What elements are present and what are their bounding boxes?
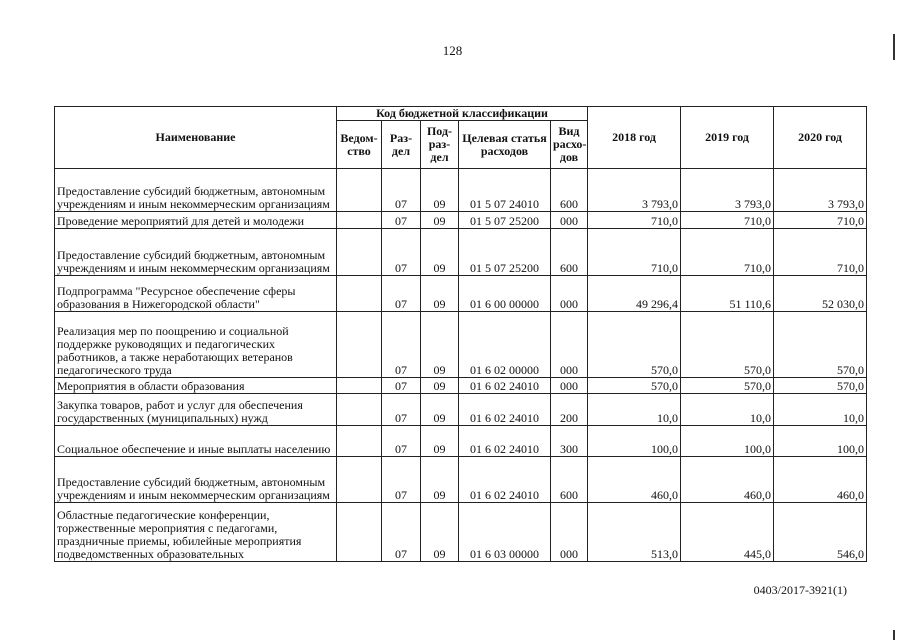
row-name: Закупка товаров, работ и услуг для обеспечения государственных (муниципальных) нужд <box>55 394 337 426</box>
row-amount-2019: 710,0 <box>681 229 774 276</box>
row-expense-type: 000 <box>551 312 588 378</box>
row-amount-2018: 49 296,4 <box>588 276 681 312</box>
row-name: Мероприятия в области образования <box>55 378 337 394</box>
row-name: Предоставление субсидий бюджетным, автономным учреждениям и иным некоммерческим организациям <box>55 169 337 212</box>
header-2019: 2019 год <box>681 107 774 169</box>
row-expense-type: 600 <box>551 457 588 503</box>
row-amount-2020: 3 793,0 <box>774 169 867 212</box>
row-amount-2019: 570,0 <box>681 312 774 378</box>
row-expense-type: 000 <box>551 503 588 562</box>
row-vedomstvo <box>337 229 382 276</box>
document-code: 0403/2017-3921(1) <box>753 583 847 597</box>
row-podrazdel: 09 <box>421 503 459 562</box>
table-row <box>55 212 867 229</box>
table-row <box>55 503 867 562</box>
row-razdel: 07 <box>382 169 421 212</box>
row-name: Областные педагогические конференции, торжественные мероприятия с педагогами, праздничные приемы, юбилейные мероприятия подведомственных образовательных <box>55 503 337 562</box>
row-amount-2019: 710,0 <box>681 212 774 229</box>
row-target-article: 01 6 00 00000 <box>459 276 551 312</box>
row-target-article: 01 5 07 25200 <box>459 229 551 276</box>
table-row <box>55 457 867 503</box>
row-podrazdel: 09 <box>421 378 459 394</box>
row-amount-2019: 445,0 <box>681 503 774 562</box>
row-razdel: 07 <box>382 212 421 229</box>
row-razdel: 07 <box>382 394 421 426</box>
row-razdel: 07 <box>382 276 421 312</box>
row-amount-2020: 570,0 <box>774 378 867 394</box>
row-vedomstvo <box>337 276 382 312</box>
row-target-article: 01 5 07 25200 <box>459 212 551 229</box>
row-vedomstvo <box>337 312 382 378</box>
header-podrazdel: Под-раз-дел <box>421 121 459 169</box>
row-target-article: 01 6 02 24010 <box>459 394 551 426</box>
table-row <box>55 378 867 394</box>
row-vedomstvo <box>337 503 382 562</box>
row-name: Предоставление субсидий бюджетным, автономным учреждениям и иным некоммерческим организациям <box>55 457 337 503</box>
row-amount-2019: 460,0 <box>681 457 774 503</box>
row-amount-2020: 52 030,0 <box>774 276 867 312</box>
row-podrazdel: 09 <box>421 312 459 378</box>
row-amount-2020: 570,0 <box>774 312 867 378</box>
row-expense-type: 600 <box>551 169 588 212</box>
scan-mark <box>893 630 895 640</box>
row-amount-2018: 570,0 <box>588 378 681 394</box>
row-amount-2018: 100,0 <box>588 426 681 457</box>
row-podrazdel: 09 <box>421 426 459 457</box>
row-target-article: 01 5 07 24010 <box>459 169 551 212</box>
row-razdel: 07 <box>382 426 421 457</box>
header-vedomstvo: Ведом-ство <box>337 121 382 169</box>
header-target-article: Целевая статья расходов <box>459 121 551 169</box>
row-expense-type: 600 <box>551 229 588 276</box>
row-razdel: 07 <box>382 457 421 503</box>
row-expense-type: 000 <box>551 212 588 229</box>
row-expense-type: 000 <box>551 378 588 394</box>
row-podrazdel: 09 <box>421 169 459 212</box>
row-name: Социальное обеспечение и иные выплаты населению <box>55 426 337 457</box>
row-amount-2019: 3 793,0 <box>681 169 774 212</box>
table-row <box>55 276 867 312</box>
page-number: 128 <box>442 43 463 58</box>
row-amount-2018: 3 793,0 <box>588 169 681 212</box>
row-amount-2020: 460,0 <box>774 457 867 503</box>
row-podrazdel: 09 <box>421 229 459 276</box>
row-amount-2020: 710,0 <box>774 212 867 229</box>
row-target-article: 01 6 02 24010 <box>459 457 551 503</box>
table-row <box>55 312 867 378</box>
header-budget-classification: Код бюджетной классификации <box>337 107 588 121</box>
row-vedomstvo <box>337 457 382 503</box>
header-name: Наименование <box>55 107 337 169</box>
row-vedomstvo <box>337 169 382 212</box>
row-razdel: 07 <box>382 229 421 276</box>
header-2020: 2020 год <box>774 107 867 169</box>
row-target-article: 01 6 02 24010 <box>459 378 551 394</box>
row-podrazdel: 09 <box>421 394 459 426</box>
row-expense-type: 000 <box>551 276 588 312</box>
row-amount-2019: 51 110,6 <box>681 276 774 312</box>
row-amount-2018: 513,0 <box>588 503 681 562</box>
row-target-article: 01 6 02 00000 <box>459 312 551 378</box>
row-podrazdel: 09 <box>421 276 459 312</box>
budget-table <box>54 106 867 562</box>
table-row <box>55 169 867 212</box>
header-razdel: Раз-дел <box>382 121 421 169</box>
scan-mark <box>893 34 895 60</box>
row-name: Подпрограмма "Ресурсное обеспечение сферы образования в Нижегородской области" <box>55 276 337 312</box>
row-podrazdel: 09 <box>421 212 459 229</box>
row-vedomstvo <box>337 378 382 394</box>
row-target-article: 01 6 03 00000 <box>459 503 551 562</box>
row-name: Проведение мероприятий для детей и молодежи <box>55 212 337 229</box>
row-expense-type: 200 <box>551 394 588 426</box>
row-amount-2019: 10,0 <box>681 394 774 426</box>
row-amount-2018: 710,0 <box>588 212 681 229</box>
row-name: Предоставление субсидий бюджетным, автономным учреждениям и иным некоммерческим организациям <box>55 229 337 276</box>
header-2018: 2018 год <box>588 107 681 169</box>
row-amount-2019: 100,0 <box>681 426 774 457</box>
row-amount-2018: 710,0 <box>588 229 681 276</box>
row-target-article: 01 6 02 24010 <box>459 426 551 457</box>
row-amount-2018: 10,0 <box>588 394 681 426</box>
row-podrazdel: 09 <box>421 457 459 503</box>
row-vedomstvo <box>337 212 382 229</box>
row-amount-2020: 100,0 <box>774 426 867 457</box>
row-vedomstvo <box>337 426 382 457</box>
table-row <box>55 394 867 426</box>
row-amount-2020: 710,0 <box>774 229 867 276</box>
header-expense-type: Вид расхо-дов <box>551 121 588 169</box>
row-amount-2018: 570,0 <box>588 312 681 378</box>
row-razdel: 07 <box>382 312 421 378</box>
row-razdel: 07 <box>382 378 421 394</box>
row-amount-2020: 546,0 <box>774 503 867 562</box>
row-amount-2018: 460,0 <box>588 457 681 503</box>
row-amount-2019: 570,0 <box>681 378 774 394</box>
row-vedomstvo <box>337 394 382 426</box>
row-razdel: 07 <box>382 503 421 562</box>
row-amount-2020: 10,0 <box>774 394 867 426</box>
row-name: Реализация мер по поощрению и социальной поддержке руководящих и педагогических работников, а также неработающих ветеранов педагогического труда <box>55 312 337 378</box>
row-expense-type: 300 <box>551 426 588 457</box>
table-row <box>55 426 867 457</box>
table-row <box>55 229 867 276</box>
